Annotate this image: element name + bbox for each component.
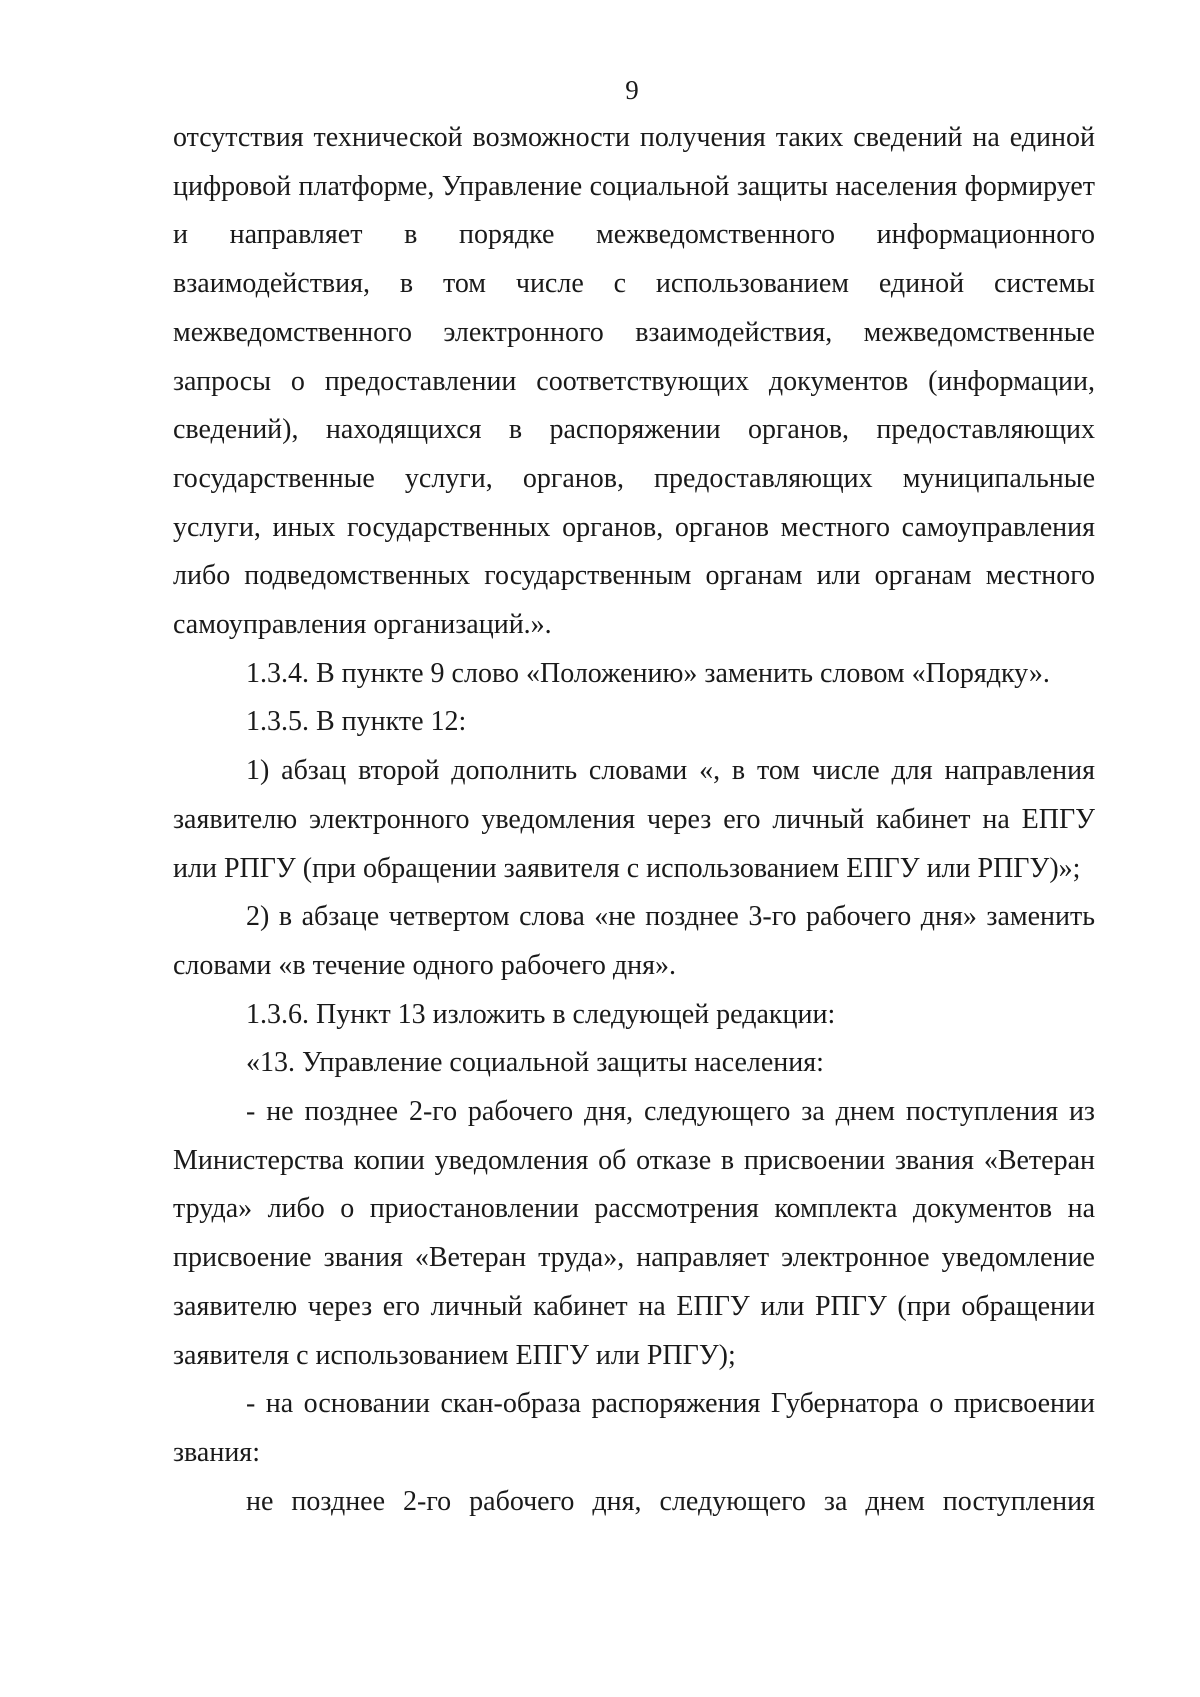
paragraph-item-1: 1) абзац второй дополнить словами «, в том числе для направления заявителю электронного уведомления через его личный кабинет на ЕПГУ или РПГУ (при обращении заявителя с использованием ЕПГУ или РПГУ)»; bbox=[173, 755, 1095, 884]
paragraph-continuation: отсутствия технической возможности получения таких сведений на единой цифровой платформе, Управление социальной защиты населения формирует и направляет в порядке межведомственного информационного взаимодействия, в том числе с использованием единой системы межведомственного электронного взаимодействия, межведомственные запросы о предоставлении соответствующих документов (информации, сведений), находящихся в распоряжении органов, предоставляющих государственные услуги, органов, предоставляющих муниципальные услуги, иных государственных органов, органов местного самоуправления либо подведомственных государственным органам или органам местного самоуправления организаций.». bbox=[173, 122, 1095, 641]
paragraph-item-2: 2) в абзаце четвертом слова «не позднее 3-го рабочего дня» заменить словами «в течение одного рабочего дня». bbox=[173, 901, 1095, 981]
paragraph-dash-1: - не позднее 2-го рабочего дня, следующего за днем поступления из Министерства копии уведомления об отказе в присвоении звания «Ветеран труда» либо о приостановлении рассмотрения комплекта документов на присвоение звания «Ветеран труда», направляет электронное уведомление заявителю через его личный кабинет на ЕПГУ или РПГУ (при обращении заявителя с использованием ЕПГУ или РПГУ); bbox=[173, 1096, 1095, 1371]
document-body bbox=[173, 114, 1095, 1526]
paragraph-13-heading: «13. Управление социальной защиты населения: bbox=[246, 1047, 824, 1079]
paragraph-1-3-4: 1.3.4. В пункте 9 слово «Положению» заменить словом «Порядку». bbox=[246, 657, 1050, 689]
paragraph-final: не позднее 2-го рабочего дня, следующего за днем поступления bbox=[246, 1485, 1095, 1517]
page-number: 9 bbox=[625, 75, 639, 105]
paragraph-1-3-5: 1.3.5. В пункте 12: bbox=[246, 706, 467, 738]
paragraph-1-3-6: 1.3.6. Пункт 13 изложить в следующей редакции: bbox=[246, 998, 836, 1030]
paragraph-dash-2: - на основании скан-образа распоряжения Губернатора о присвоении звания: bbox=[173, 1388, 1095, 1468]
